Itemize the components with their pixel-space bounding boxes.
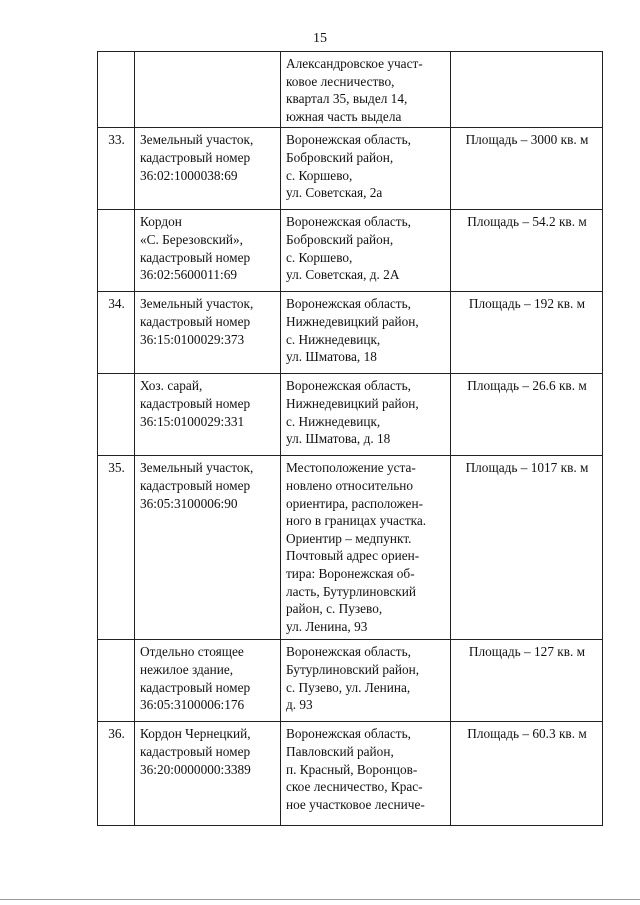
- address-line: ул. Советская, 2а: [286, 185, 383, 201]
- object-line: Хоз. сарай,: [140, 378, 203, 394]
- address-line: новлено относительно: [286, 477, 414, 493]
- address-cell: [281, 456, 451, 640]
- object-line: Отдельно стоящее: [140, 644, 244, 660]
- address-line: район, с. Пузево,: [286, 601, 383, 617]
- address-line: Бобровский район,: [286, 231, 394, 247]
- object-line: кадастровый номер: [140, 249, 251, 265]
- object-cell: [135, 640, 281, 722]
- object-line: кадастровый номер: [140, 477, 251, 493]
- address-line: тира: Воронежская об-: [286, 565, 415, 581]
- address-line: ориентира, расположен-: [286, 495, 424, 511]
- address-line: Воронежская область,: [286, 644, 412, 660]
- object-line: Земельный участок,: [140, 296, 254, 312]
- object-line: кадастровый номер: [140, 149, 251, 165]
- area-cell: Площадь – 127 кв. м: [451, 640, 603, 722]
- object-cell: [135, 292, 281, 374]
- object-line: 36:20:0000000:3389: [140, 761, 251, 777]
- object-line: кадастровый номер: [140, 395, 251, 411]
- object-line: нежилое здание,: [140, 661, 234, 677]
- address-line: ковое лесничество,: [286, 73, 395, 89]
- address-cell: [281, 210, 451, 292]
- address-line: ул. Шматова, д. 18: [286, 431, 391, 447]
- address-cell: [281, 640, 451, 722]
- address-line: Нижнедевицкий район,: [286, 395, 419, 411]
- address-cell: [281, 128, 451, 210]
- object-line: 36:02:1000038:69: [140, 167, 238, 183]
- address-line: ласть, Бутурлиновский: [286, 583, 416, 599]
- object-line: кадастровый номер: [140, 743, 251, 759]
- object-line: Кордон: [140, 214, 182, 230]
- area-cell: Площадь – 1017 кв. м: [451, 456, 603, 640]
- area-cell: Площадь – 60.3 кв. м: [451, 722, 603, 826]
- address-line: Воронежская область,: [286, 726, 412, 742]
- address-line: с. Пузево, ул. Ленина,: [286, 679, 411, 695]
- object-line: Земельный участок,: [140, 132, 254, 148]
- table-row: [98, 128, 603, 210]
- object-cell: [135, 210, 281, 292]
- table-row: [98, 374, 603, 456]
- area-cell: Площадь – 26.6 кв. м: [451, 374, 603, 456]
- object-line: 36:02:5600011:69: [140, 267, 238, 283]
- address-cell: [281, 52, 451, 128]
- address-line: ул. Ленина, 93: [286, 618, 368, 634]
- address-cell: [281, 722, 451, 826]
- table-row: [98, 52, 603, 128]
- address-line: с. Нижнедевицк,: [286, 413, 381, 429]
- address-line: ул. Советская, д. 2А: [286, 267, 400, 283]
- row-number: 35.: [98, 456, 135, 640]
- address-line: ного в границах участка.: [286, 513, 427, 529]
- address-line: Воронежская область,: [286, 296, 412, 312]
- address-line: квартал 35, выдел 14,: [286, 91, 408, 107]
- row-number: [98, 374, 135, 456]
- area-cell: Площадь – 192 кв. м: [451, 292, 603, 374]
- address-line: Местоположение уста-: [286, 460, 416, 476]
- object-line: 36:15:0100029:331: [140, 413, 245, 429]
- address-line: южная часть выдела: [286, 108, 402, 124]
- address-line: ское лесничество, Крас-: [286, 779, 423, 795]
- address-line: с. Коршево,: [286, 249, 353, 265]
- object-cell: [135, 456, 281, 640]
- address-line: Нижнедевицкий район,: [286, 313, 419, 329]
- address-line: Бутурлиновский район,: [286, 661, 420, 677]
- address-line: Воронежская область,: [286, 378, 412, 394]
- area-cell: Площадь – 3000 кв. м: [451, 128, 603, 210]
- object-line: кадастровый номер: [140, 313, 251, 329]
- object-cell: [135, 52, 281, 128]
- page-number: 15: [313, 31, 327, 46]
- address-line: п. Красный, Воронцов-: [286, 761, 418, 777]
- object-line: 36:05:3100006:90: [140, 495, 238, 511]
- area-cell: Площадь – 54.2 кв. м: [451, 210, 603, 292]
- area-cell: [451, 52, 603, 128]
- address-line: Воронежская область,: [286, 132, 412, 148]
- address-line: Воронежская область,: [286, 214, 412, 230]
- address-line: Почтовый адрес ориен-: [286, 548, 420, 564]
- row-number: 36.: [98, 722, 135, 826]
- address-line: с. Нижнедевицк,: [286, 331, 381, 347]
- row-number: 33.: [98, 128, 135, 210]
- address-cell: [281, 374, 451, 456]
- object-cell: [135, 128, 281, 210]
- address-line: Ориентир – медпункт.: [286, 530, 412, 546]
- page-bottom-rule: [0, 899, 640, 900]
- address-line: Бобровский район,: [286, 149, 394, 165]
- address-cell: [281, 292, 451, 374]
- object-line: Кордон Чернецкий,: [140, 726, 251, 742]
- table-row: [98, 456, 603, 640]
- object-cell: [135, 374, 281, 456]
- address-line: ное участковое лесниче-: [286, 796, 425, 812]
- address-line: Александровское участ-: [286, 56, 423, 71]
- address-line: ул. Шматова, 18: [286, 349, 377, 365]
- row-number: 34.: [98, 292, 135, 374]
- object-line: 36:15:0100029:373: [140, 331, 245, 347]
- object-line: 36:05:3100006:176: [140, 697, 245, 713]
- row-number: [98, 640, 135, 722]
- row-number: [98, 210, 135, 292]
- property-table: [97, 51, 603, 826]
- object-line: Земельный участок,: [140, 460, 254, 476]
- table-row: [98, 292, 603, 374]
- table-body: [98, 52, 603, 826]
- table-row: [98, 640, 603, 722]
- object-cell: [135, 722, 281, 826]
- address-line: с. Коршево,: [286, 167, 353, 183]
- object-line: кадастровый номер: [140, 679, 251, 695]
- row-number: [98, 52, 135, 128]
- address-line: Павловский район,: [286, 743, 394, 759]
- object-line: «С. Березовский»,: [140, 231, 244, 247]
- address-line: д. 93: [286, 697, 313, 713]
- table-row: [98, 722, 603, 826]
- table-row: [98, 210, 603, 292]
